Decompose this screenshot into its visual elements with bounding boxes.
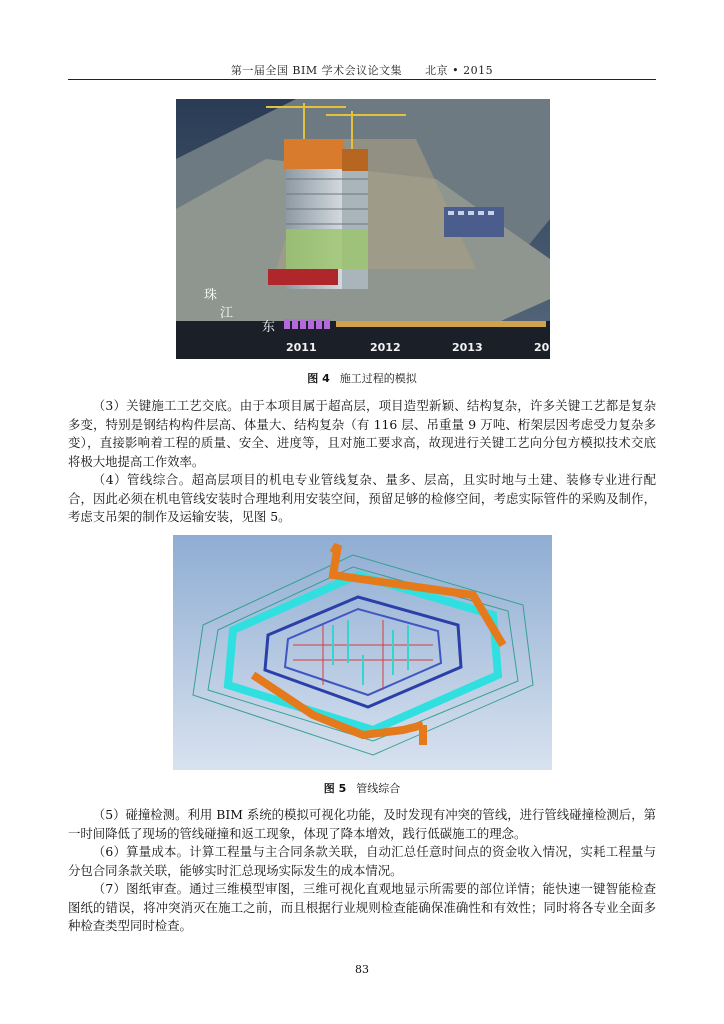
running-header: 第一届全国 BIM 学术会议论文集 北京 • 2015 [230,64,494,77]
paragraph: （4）管线综合。超高层项目的机电专业管线复杂、量多、层高，且实时地与土建、装修专业进行配合，因此必须在机电管线安装时合理地利用安装空间，预留足够的检修空间，考虑实际管件的采购及制作，考虑支吊架的制作及运输安装，见图 5。 [68,472,656,525]
paragraph: （5）碰撞检测。利用 BIM 系统的模拟可视化功能，及时发现有冲突的管线，进行管线碰撞检测后，第一时间降低了现场的管线碰撞和返工现象，体现了降本增效，践行低碳施工的理念。 [68,807,656,841]
pipeline-model-render [173,535,552,770]
figure-caption-text: 施工过程的模拟 [339,372,417,385]
page-number: 83 [355,963,369,976]
street-label: 江 [220,306,234,321]
timeline-year: 2012 [370,341,401,354]
timeline-year: 2011 [286,341,317,354]
figure-number: 图 4 [307,372,330,385]
figure-caption-text: 管线综合 [356,782,401,795]
street-label: 珠 [204,288,218,303]
figure-4-image [176,99,550,359]
paragraph: （3）关键施工工艺交底。由于本项目属于超高层，项目造型新颖、结构复杂，许多关键工艺都是复杂多变，特别是钢结构构件层高、体量大、结构复杂（有 116 层、吊重量 9 万吨、桁架层因考虑受力复杂多变），直接影响着工程的质量、安全、进度等，且对施工要求高，故现进行关键工艺向分包方模拟技术交底将极大地提高工作效率。 [68,398,656,469]
figure-5-caption [0,780,724,796]
timeline-year: 20 [534,341,550,354]
figure-5-image [173,535,552,770]
header-rule [68,79,656,80]
paragraph: （7）图纸审查。通过三维模型审图，三维可视化直观地显示所需要的部位详情；能快速一键智能检查图纸的错误，将冲突消灭在施工之前，而且根据行业规则检查能确保准确性和有效性；同时将各专业全面多种检查类型同时检查。 [68,881,656,934]
paragraph: （6）算量成本。计算工程量与主合同条款关联，自动汇总任意时间点的资金收入情况，实耗工程量与分包合同条款关联，能够实时汇总现场实际发生的成本情况。 [68,844,656,878]
figure-number: 图 5 [323,782,347,795]
figure-4-caption [0,370,724,386]
construction-render [176,99,550,359]
street-label: 东 [262,320,276,335]
timeline-year: 2013 [452,341,483,354]
